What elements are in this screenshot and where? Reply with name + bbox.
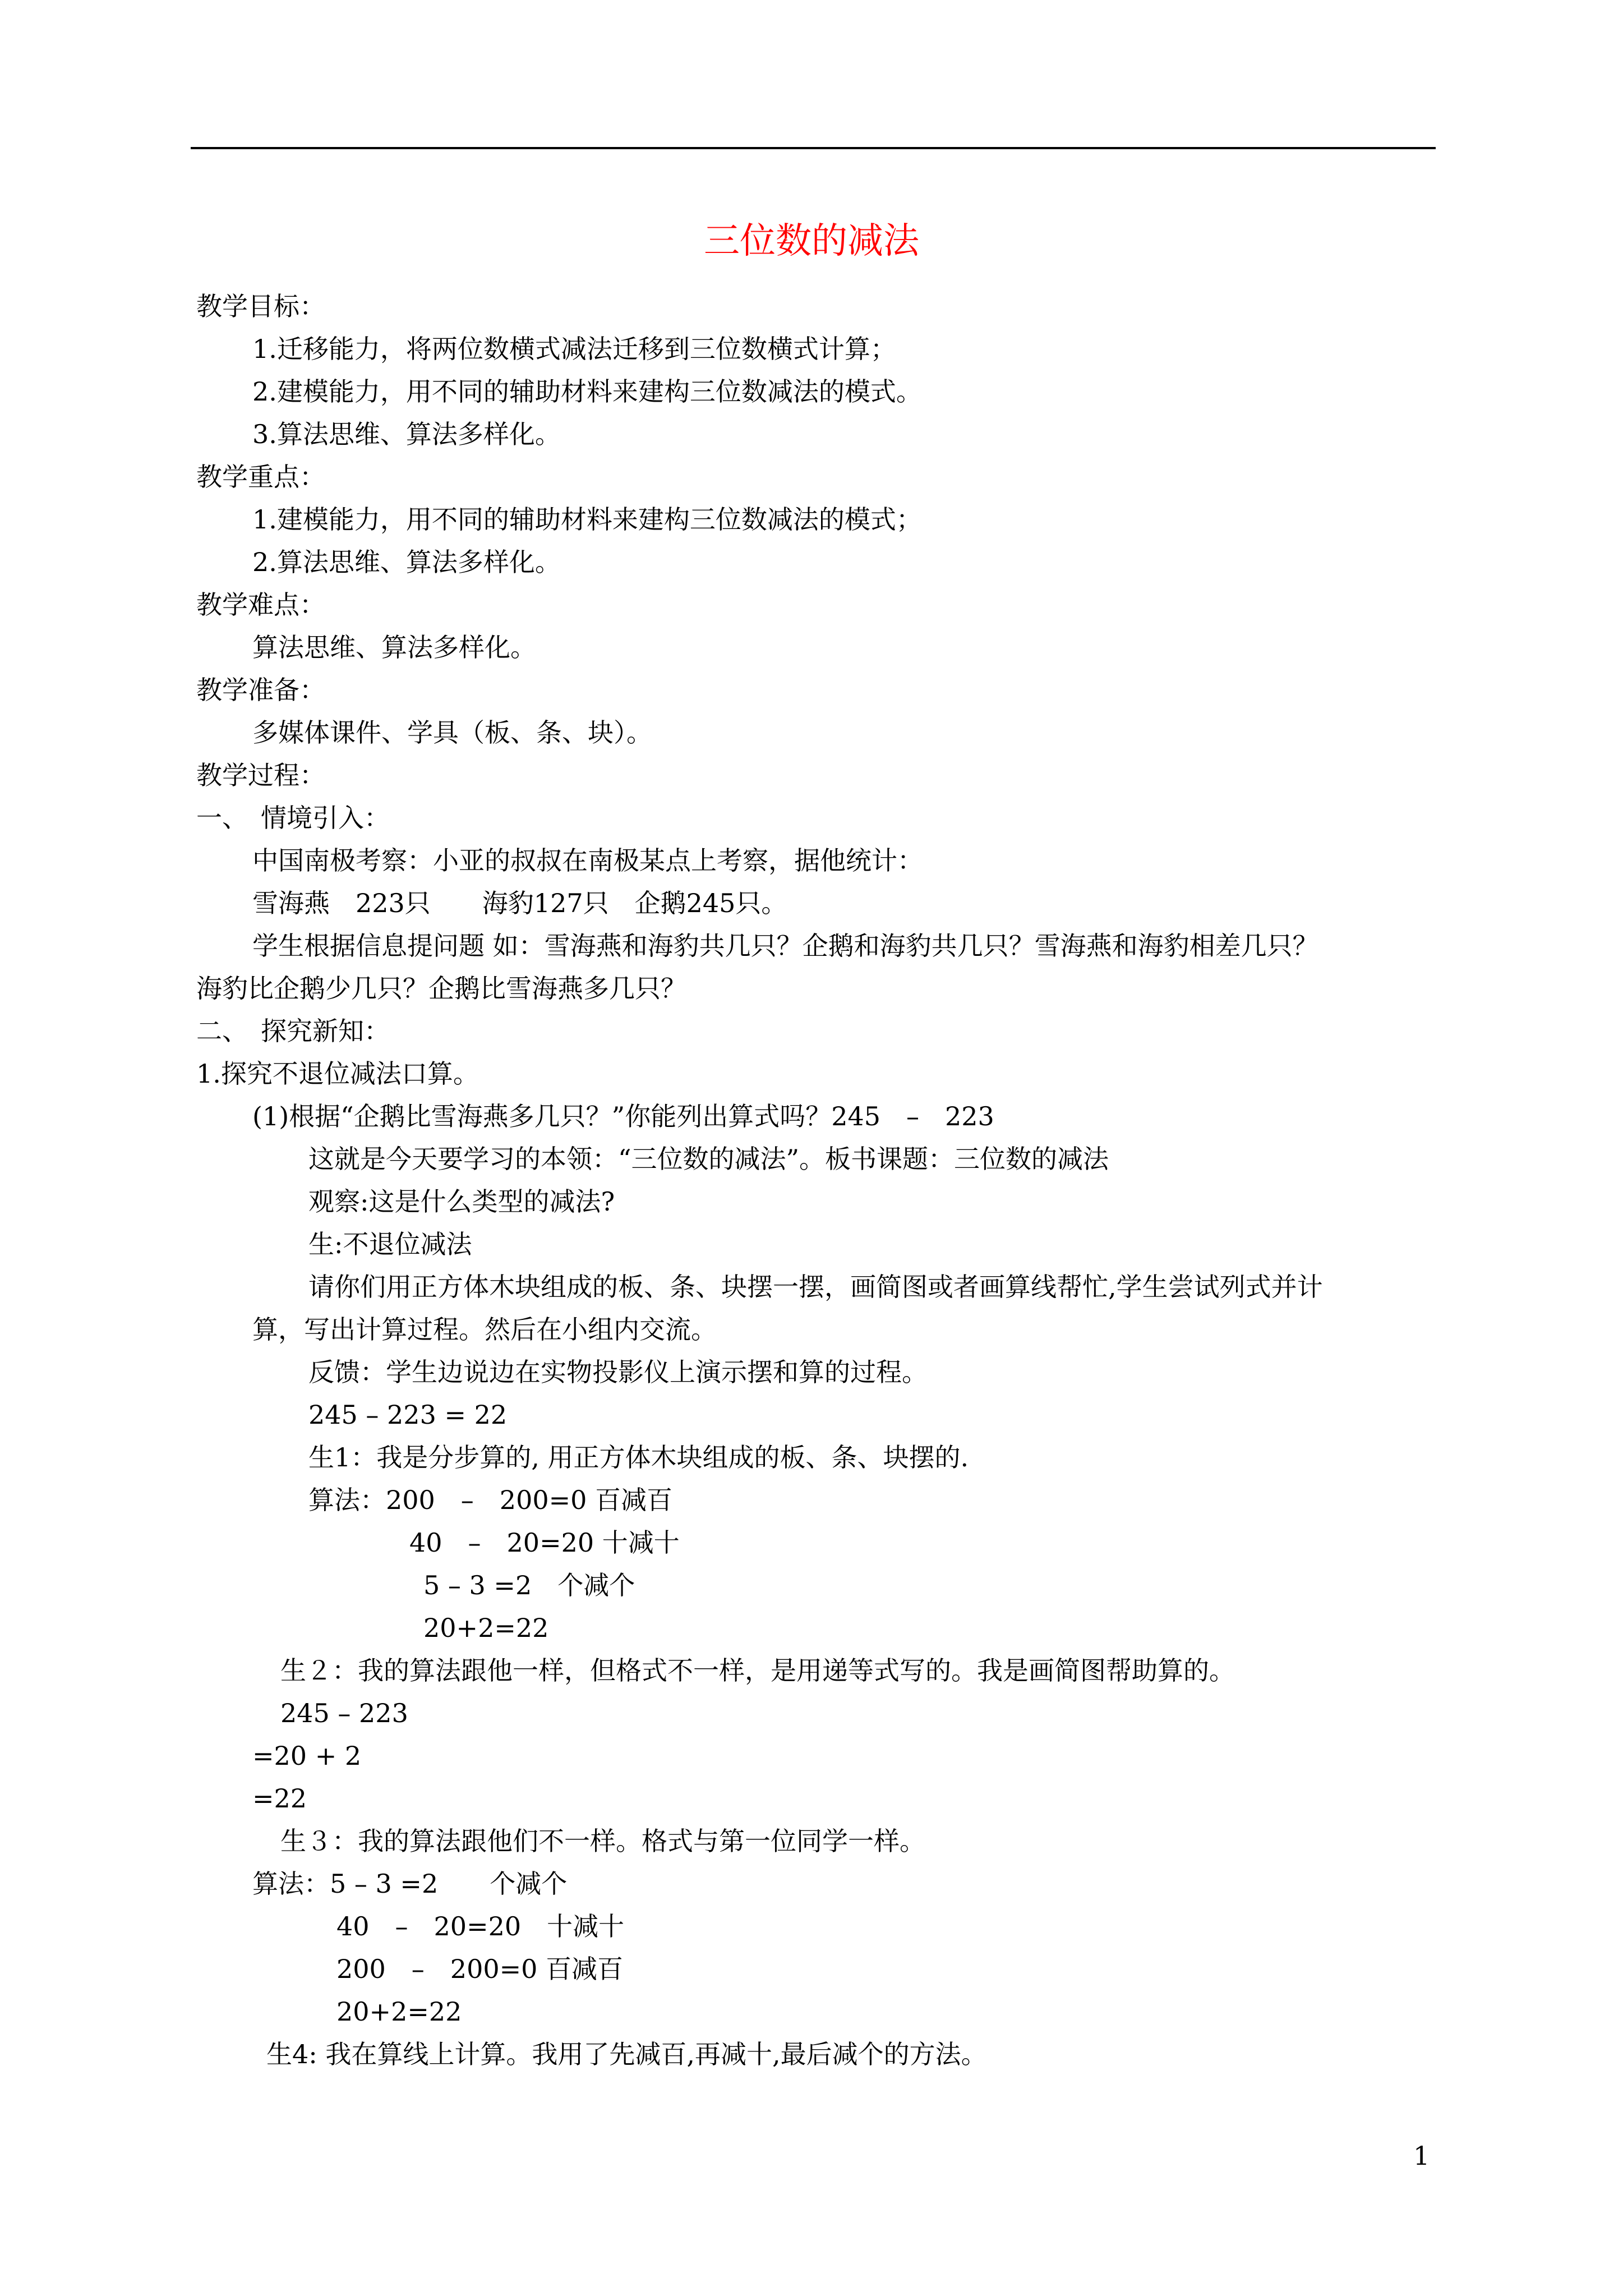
text-line: 这就是今天要学习的本领：“三位数的减法”。板书课题：三位数的减法 (308, 1144, 1109, 1174)
text-line: 观察:这是什么类型的减法? (308, 1186, 615, 1217)
equation-line: 200 – 200=0 百减百 (336, 1954, 624, 1984)
header-rule (191, 147, 1436, 149)
section-heading-difficulties: 教学难点： (196, 590, 325, 620)
text-line: 生4: 我在算线上计算。我用了先减百,再减十,最后减个的方法。 (266, 2039, 987, 2069)
section-heading-explore: 二、 探究新知： (196, 1016, 390, 1046)
page-title: 三位数的减法 (704, 220, 919, 262)
section-heading-preparation: 教学准备： (196, 675, 325, 705)
equation-line: 算法：5 – 3 =2 个减个 (252, 1869, 568, 1899)
text-line: 多媒体课件、学具（板、条、块）。 (252, 717, 652, 748)
text-line: 2.建模能力，用不同的辅助材料来建构三位数减法的模式。 (252, 376, 922, 407)
equation-line: 245 – 223 = 22 (308, 1400, 508, 1430)
text-line: 生1：我是分步算的, 用正方体木块组成的板、条、块摆的. (308, 1442, 969, 1473)
text-line: 算，写出计算过程。然后在小组内交流。 (252, 1314, 717, 1345)
equation-line: =22 (252, 1783, 307, 1814)
equation-line: 40 – 20=20 十减十 (336, 1911, 625, 1941)
section-heading-objectives: 教学目标： (196, 291, 325, 321)
text-line: 1.建模能力，用不同的辅助材料来建构三位数减法的模式； (252, 504, 922, 535)
equation-line: 40 – 20=20 十减十 (409, 1527, 680, 1558)
text-line: 生:不退位减法 (308, 1229, 472, 1259)
equation-line: 算法：200 – 200=0 百减百 (308, 1485, 673, 1515)
text-line: 算法思维、算法多样化。 (252, 632, 536, 662)
text-line: 生３：我的算法跟他们不一样。格式与第一位同学一样。 (280, 1826, 925, 1856)
text-line: 反馈：学生边说边在实物投影仪上演示摆和算的过程。 (308, 1357, 928, 1387)
text-line: 海豹比企鹅少几只？企鹅比雪海燕多几只？ (196, 973, 686, 1004)
equation-line: 20+2=22 (336, 1996, 462, 2027)
equation-line: 245 – 223 (280, 1698, 408, 1728)
section-heading-process: 教学过程： (196, 760, 325, 790)
text-line: 生２：我的算法跟他一样，但格式不一样，是用递等式写的。我是画简图帮助算的。 (280, 1655, 1235, 1686)
text-line: 2.算法思维、算法多样化。 (252, 547, 561, 577)
text-line: 请你们用正方体木块组成的板、条、块摆一摆，画简图或者画算线帮忙,学生尝试列式并计 (308, 1272, 1323, 1302)
text-line: 学生根据信息提问题 如：雪海燕和海豹共几只？企鹅和海豹共几只？雪海燕和海豹相差几只？ (252, 931, 1318, 961)
page-number: 1 (1413, 2141, 1430, 2171)
text-line: 雪海燕 223只 海豹127只 企鹅245只。 (252, 888, 787, 918)
text-line: 1.迁移能力，将两位数横式减法迁移到三位数横式计算； (252, 334, 896, 364)
section-heading-intro: 一、 情境引入： (196, 803, 390, 833)
section-heading-key-points: 教学重点： (196, 462, 325, 492)
equation-line: =20 + 2 (252, 1741, 362, 1771)
text-line: 1.探究不退位减法口算。 (196, 1059, 479, 1089)
text-line: 3.算法思维、算法多样化。 (252, 419, 561, 449)
text-line: (1)根据“企鹅比雪海燕多几只？”你能列出算式吗？245 – 223 (252, 1101, 994, 1131)
equation-line: 20+2=22 (423, 1613, 549, 1643)
equation-line: 5 – 3 =2 个减个 (423, 1570, 635, 1600)
text-line: 中国南极考察：小亚的叔叔在南极某点上考察，据他统计： (252, 845, 923, 876)
